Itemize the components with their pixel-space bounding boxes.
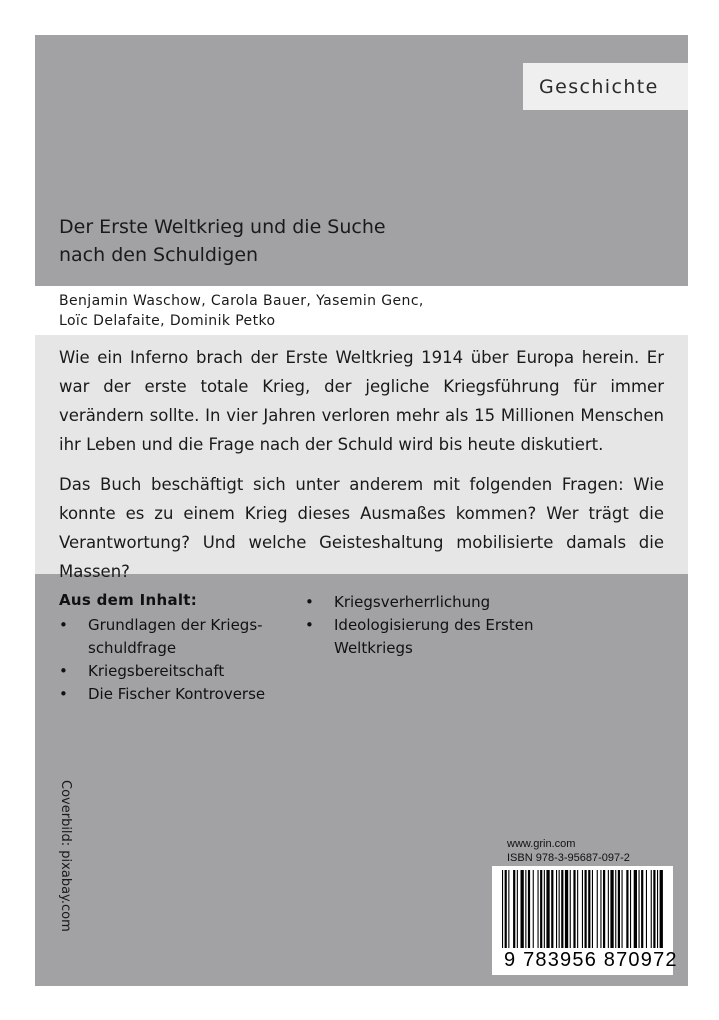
barcode — [492, 866, 678, 975]
authors-line-2: Loïc Delafaite, Dominik Petko — [59, 313, 276, 329]
contents-item-line: Weltkriegs — [334, 639, 413, 657]
contents-heading: Aus dem Inhalt: — [59, 591, 198, 609]
contents-item-line: Ideologisierung des Ersten — [334, 616, 534, 634]
contents-item-fischer-kontroverse — [59, 683, 289, 706]
isbn-text: ISBN 978-3-95687-097-2 — [507, 852, 630, 864]
authors-band — [35, 286, 688, 335]
bullet-icon: • — [59, 685, 68, 703]
authors — [59, 291, 424, 331]
book-title — [59, 213, 659, 269]
authors-line-1: Benjamin Waschow, Carola Bauer, Yasemin Genc, — [59, 293, 424, 309]
contents-item-line: Kriegsverherrlichung — [334, 593, 491, 611]
description-band — [35, 335, 688, 581]
contents-item-line: Grundlagen der Kriegs- — [88, 616, 263, 634]
contents-item-line: Die Fischer Kontroverse — [88, 685, 266, 703]
publisher-website: www.grin.com — [507, 838, 576, 850]
barcode-number: 9 783956 870972 — [504, 949, 678, 971]
publisher-info — [507, 837, 630, 865]
back-cover — [35, 35, 688, 986]
contents-item-line: Kriegsbereitschaft — [88, 662, 225, 680]
contents-item-kriegsbereitschaft — [59, 660, 289, 683]
bullet-icon: • — [59, 616, 68, 634]
description-paragraph-1: Wie ein Inferno brach der Erste Weltkrieg 1914 über Europa herein. Er war der erste totale Krieg, der jegliche Kriegsführung für immer verändern sollte. In vier Jahren verloren mehr als 15 Millionen Menschen ihr Leben und die Frage nach der Schuld wird bis heute diskutiert. — [59, 348, 664, 454]
book-title-line-2: nach den Schuldigen — [59, 244, 259, 266]
description-paragraph-2: Das Buch beschäftigt sich unter anderem mit folgenden Fragen: Wie konnte es zu einem Krieg dieses Ausmaßes kommen? Wer trägt die Verantwortung? Und welche Geisteshaltung mobilisierte damals die Massen? — [59, 475, 664, 581]
bullet-icon: • — [305, 593, 314, 611]
category-label: Geschichte — [523, 63, 688, 110]
barcode-bars-icon — [500, 870, 665, 950]
bullet-icon: • — [305, 616, 314, 634]
contents-item-ideologisierung — [305, 614, 555, 660]
bullet-icon: • — [59, 662, 68, 680]
book-title-line-1: Der Erste Weltkrieg und die Suche — [59, 216, 386, 238]
contents-list-right — [305, 591, 555, 660]
cover-image-credit: Coverbild: pixabay.com — [58, 780, 73, 932]
contents-item-kriegsverherrlichung — [305, 591, 555, 614]
contents-list-left — [59, 614, 289, 706]
contents-item-grundlagen — [59, 614, 289, 660]
contents-item-line: schuldfrage — [88, 639, 177, 657]
description — [59, 343, 664, 597]
